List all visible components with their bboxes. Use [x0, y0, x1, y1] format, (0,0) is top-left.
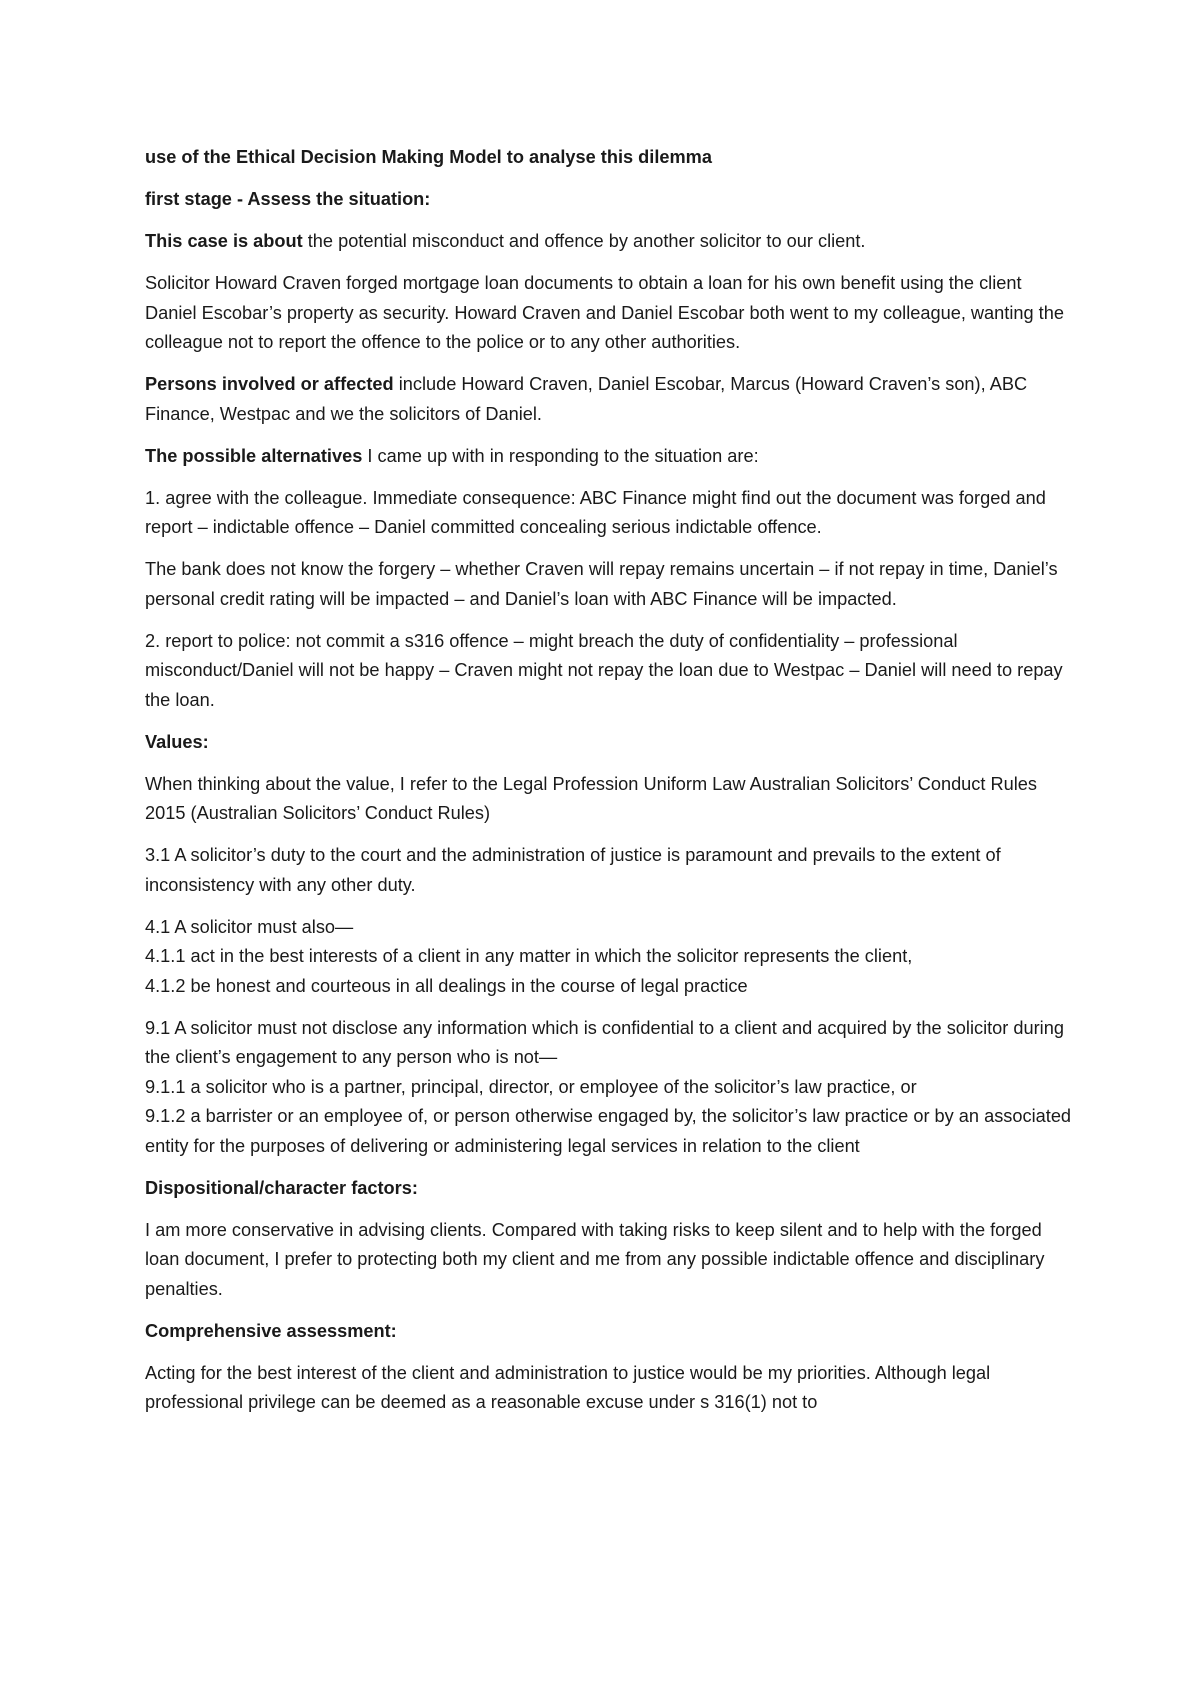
- rule-9-group: [145, 1014, 1075, 1162]
- alternatives-paragraph: [145, 442, 1075, 472]
- comprehensive-text: Acting for the best interest of the client and administration to justice would be my priorities. Although legal professional privilege can be deemed as a reasonable excuse under s 316(1) not to: [145, 1362, 991, 1412]
- persons-label: Persons involved or affected: [145, 374, 394, 394]
- dispositional-heading: Dispositional/character factors:: [145, 1177, 418, 1198]
- rule-4-group: [145, 913, 1075, 1002]
- rule-9-1-2: 9.1.2 a barrister or an employee of, or person otherwise engaged by, the solicitor’s law practice or by an associated entity for the purposes of delivering or administering legal services in relation to the client: [145, 1106, 1072, 1156]
- rule-4-1: 4.1 A solicitor must also—: [145, 916, 354, 937]
- alternative-1: 1. agree with the colleague. Immediate consequence: ABC Finance might find out the document was forged and report – indictable offence – Daniel committed concealing serious indictable offence.: [145, 487, 1046, 537]
- facts-paragraph: Solicitor Howard Craven forged mortgage loan documents to obtain a loan for his own benefit using the client Daniel Escobar’s property as security. Howard Craven and Daniel Escobar both went to my colleague, wanting the colleague not to report the offence to the police or to any other authorities.: [145, 273, 1064, 352]
- rule-4-1-2: 4.1.2 be honest and courteous in all dealings in the course of legal practice: [145, 975, 748, 996]
- values-intro: When thinking about the value, I refer to the Legal Profession Uniform Law Australian Solicitors’ Conduct Rules 2015 (Australian Solicitors’ Conduct Rules): [145, 773, 1037, 823]
- alternatives-text: I came up with in responding to the situation are:: [362, 445, 759, 466]
- rule-9-1-1: 9.1.1 a solicitor who is a partner, principal, director, or employee of the solicitor’s law practice, or: [145, 1076, 917, 1097]
- case-about-paragraph: [145, 227, 1075, 257]
- alternative-2: 2. report to police: not commit a s316 offence – might breach the duty of confidentiality – professional misconduct/Daniel will not be happy – Craven might not repay the loan due to Westpac – Daniel will need to repay the loan.: [145, 630, 1063, 710]
- alternatives-label: The possible alternatives: [145, 445, 363, 466]
- rule-9-1: 9.1 A solicitor must not disclose any information which is confidential to a client and acquired by the solicitor during the client’s engagement to any person who is not—: [145, 1017, 1064, 1067]
- alternative-1-bank: The bank does not know the forgery – whether Craven will repay remains uncertain – if not repay in time, Daniel’s personal credit rating will be impacted – and Daniel’s loan with ABC Finance will be impacted.: [145, 559, 1058, 609]
- case-about-text: the potential misconduct and offence by another solicitor to our client.: [302, 231, 866, 251]
- document-title: use of the Ethical Decision Making Model to analyse this dilemma: [145, 147, 712, 167]
- rule-3-1: 3.1 A solicitor’s duty to the court and the administration of justice is paramount and prevails to the extent of inconsistency with any other duty.: [145, 845, 1001, 895]
- stage-heading: first stage - Assess the situation:: [145, 189, 431, 209]
- values-heading: Values:: [145, 731, 209, 752]
- persons-text: include Howard Craven, Daniel Escobar, Marcus (Howard Craven’s son), ABC Finance, Westpac and we the solicitors of Daniel.: [145, 374, 1028, 424]
- rule-4-1-1: 4.1.1 act in the best interests of a client in any matter in which the solicitor represents the client,: [145, 946, 913, 966]
- comprehensive-heading: Comprehensive assessment:: [145, 1320, 397, 1341]
- persons-paragraph: [145, 370, 1075, 429]
- dispositional-text: I am more conservative in advising clients. Compared with taking risks to keep silent and to help with the forged loan document, I prefer to protecting both my client and me from any possible indictable offence and disciplinary penalties.: [145, 1219, 1045, 1299]
- document-body: [145, 143, 1075, 1430]
- case-about-label: This case is about: [145, 231, 303, 251]
